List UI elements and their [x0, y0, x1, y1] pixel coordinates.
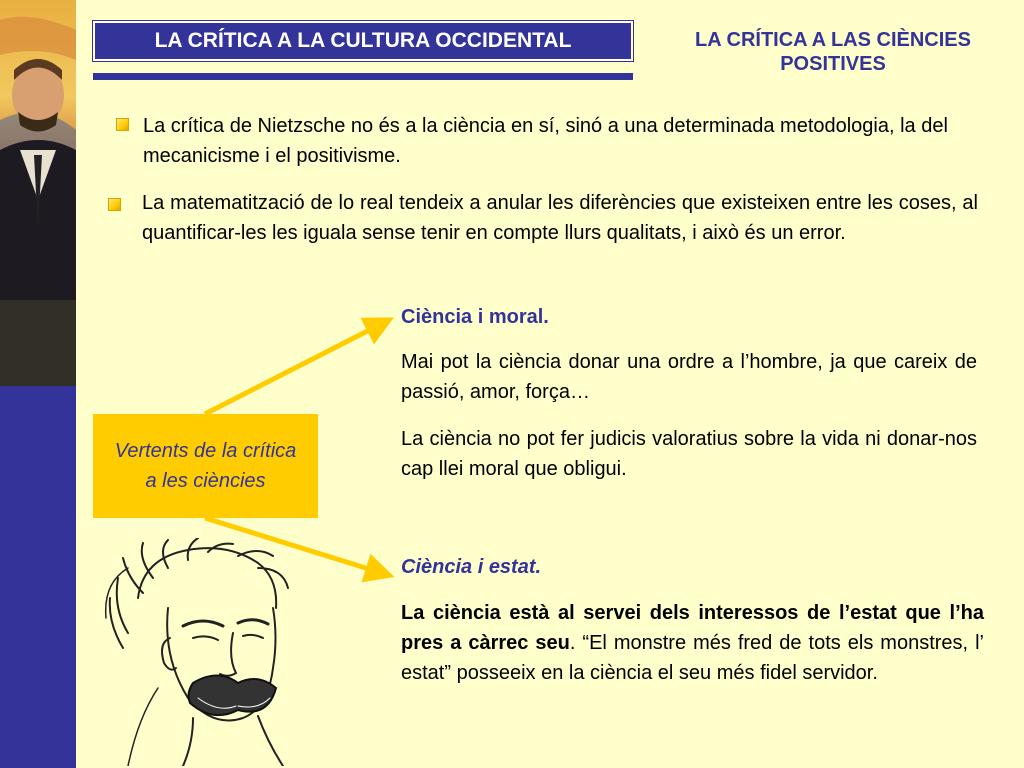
header-title: LA CRÍTICA A LA CULTURA OCCIDENTAL: [154, 29, 572, 52]
arrow-icon: [205, 322, 385, 414]
vertents-label: Vertents de la crítica a les ciències: [114, 440, 297, 492]
bullet-text-2: La matematització de lo real tendeix a anular les diferències que existeixen entre les coses, al quantificar-les les iguala sense tenir en compte llurs qualitats, i això és un error.: [142, 192, 978, 244]
section-title: LA CRÍTICA A LAS CIÈNCIES POSITIVES: [695, 29, 971, 75]
header-title-box: [93, 21, 633, 61]
estat-paragraph: [401, 598, 984, 688]
left-decorative-bar: [0, 386, 76, 768]
moral-paragraph-1: Mai pot la ciència donar una ordre a l’hombre, ja que careix de passió, amor, força…: [401, 351, 977, 403]
estat-bold-text: La ciència està al servei dels interessos de l’estat que l’ha pres a càrrec seu: [401, 602, 984, 654]
bullet-square-icon: [116, 118, 129, 131]
estat-rest-text: . “El monstre més fred de tots els monstres, l’ estat” posseeix en la ciència el seu més fidel servidor.: [401, 632, 984, 684]
bullet-square-icon: [108, 198, 121, 211]
moral-title: Ciència i moral.: [401, 306, 549, 328]
header-underline: [93, 73, 633, 80]
moral-paragraph-2: La ciència no pot fer judicis valoratius sobre la vida ni donar-nos cap llei moral que obligui.: [401, 428, 977, 480]
nietzsche-portrait: [98, 538, 338, 766]
vertents-box: [93, 414, 318, 518]
bullet-text-1: La crítica de Nietzsche no és a la ciència en sí, sinó a una determinada metodologia, la del mecanicisme i el positivisme.: [143, 115, 948, 167]
estat-title: Ciència i estat.: [401, 556, 542, 578]
nietzsche-painting: [0, 0, 76, 386]
